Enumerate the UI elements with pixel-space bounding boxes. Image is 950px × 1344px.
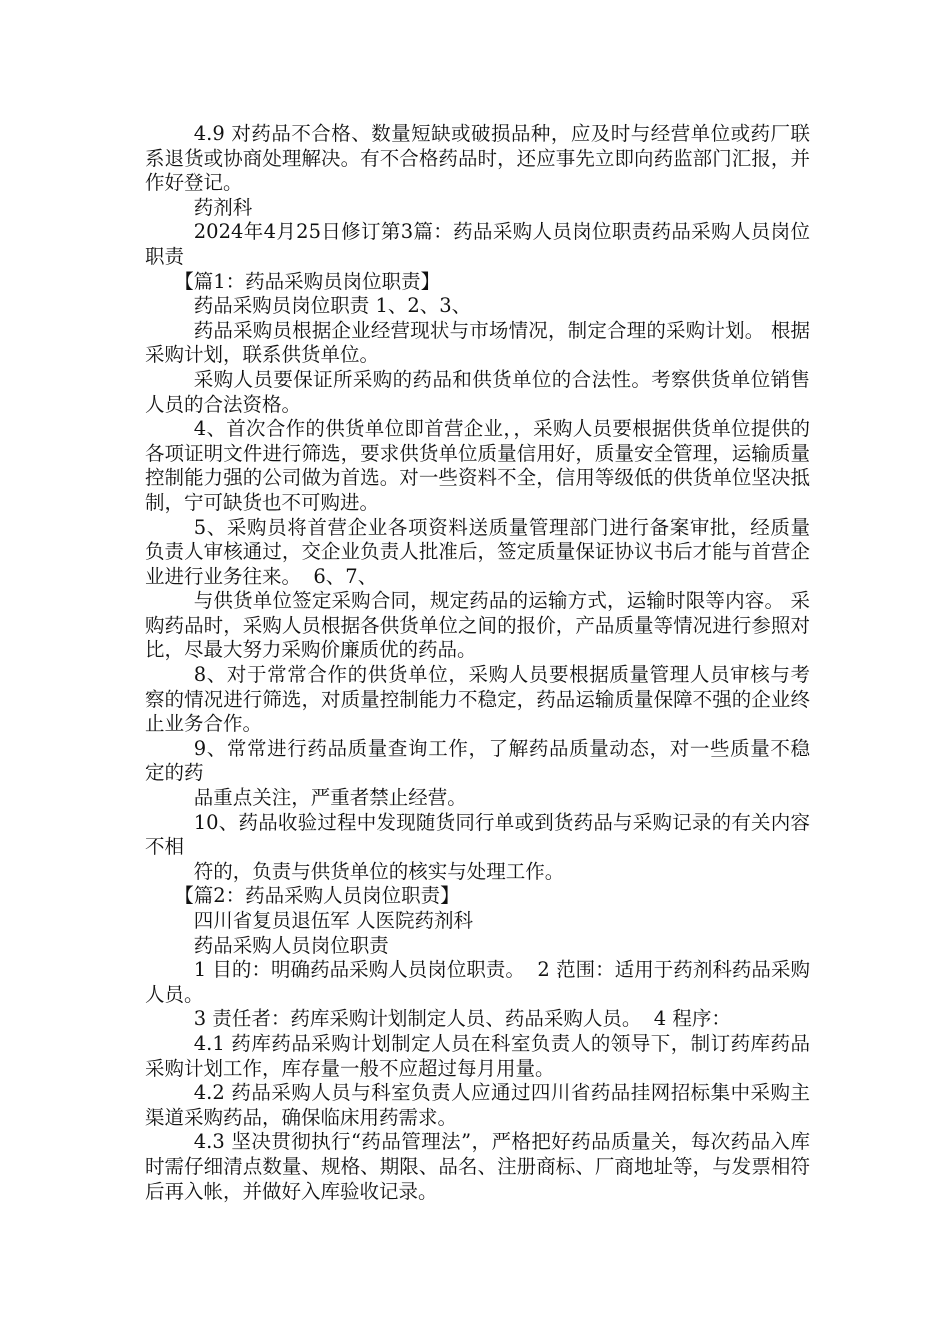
- paragraph: 4.9 对药品不合格、数量短缺或破损品种，应及时与经营单位或药厂联系退货或协商处理解决。有不合格药品时，还应事先立即向药监部门汇报，并作好登记。: [145, 122, 810, 195]
- paragraph: 药品采购员根据企业经营现状与市场情况，制定合理的采购计划。 根据采购计划，联系供货单位。: [145, 318, 810, 367]
- paragraph: 8、对于常常合作的供货单位，采购人员要根据质量管理人员审核与考察的情况进行筛选，对质量控制能力不稳定，药品运输质量保障不强的企业终止业务合作。: [145, 663, 810, 736]
- paragraph: 9、常常进行药品质量查询工作，了解药品质量动态，对一些质量不稳定的药: [145, 736, 810, 785]
- paragraph: 药剂科: [193, 195, 253, 219]
- paragraph: 10、药品收验过程中发现随货同行单或到货药品与采购记录的有关内容不相: [145, 810, 810, 859]
- paragraph: 药品采购员岗位职责 1、2、3、: [193, 294, 472, 318]
- paragraph: 品重点关注，严重者禁止经营。: [193, 786, 467, 810]
- paragraph: 4.3 坚决贯彻执行“药品管理法”，严格把好药品质量关，每次药品入库时需仔细清点数量、规格、期限、品名、注册商标、厂商地址等，与发票相符后再入帐，并做好入库验收记录。: [145, 1130, 810, 1203]
- paragraph: 与供货单位签定采购合同，规定药品的运输方式，运输时限等内容。 采购药品时，采购人员根据各供货单位之间的报价，产品质量等情况进行参照对比，尽最大努力采购价廉质优的药品。: [145, 589, 810, 662]
- section-heading: 【篇1：药品采购员岗位职责】: [174, 269, 441, 293]
- paragraph: 5、采购员将首营企业各项资料送质量管理部门进行备案审批，经质量负责人审核通过，交企业负责人批准后，签定质量保证协议书后才能与首营企业进行业务往来。 6、7、: [145, 515, 810, 588]
- paragraph: 4.2 药品采购人员与科室负责人应通过四川省药品挂网招标集中采购主渠道采购药品，确保临床用药需求。: [145, 1081, 810, 1129]
- paragraph: 4、首次合作的供货单位即首营企业，，采购人员要根据供货单位提供的各项证明文件进行筛选，要求供货单位质量信用好，质量安全管理，运输质量控制能力强的公司做为首选。对一些资料不全，信用等级低的供货单位坚决抵制，宁可缺货也不可购进。: [145, 417, 810, 514]
- paragraph: 四川省复员退伍军 人医院药剂科: [193, 909, 473, 932]
- paragraph: 4.1 药库药品采购计划制定人员在科室负责人的领导下，制订药库药品采购计划工作，库存量一般不应超过每月用量。: [145, 1031, 810, 1080]
- paragraph: 2024年4月25日修订第3篇：药品采购人员岗位职责药品采购人员岗位职责: [145, 220, 810, 268]
- section-heading: 【篇2：药品采购人员岗位职责】: [174, 884, 460, 908]
- paragraph: 1 目的：明确药品采购人员岗位职责。 2 范围：适用于药剂科药品采购人员。: [145, 958, 810, 1006]
- paragraph: 采购人员要保证所采购的药品和供货单位的合法性。考察供货单位销售人员的合法资格。: [145, 367, 810, 416]
- paragraph: 符的，负责与供货单位的核实与处理工作。: [193, 859, 565, 883]
- document-page: [145, 122, 810, 1204]
- paragraph: 3 责任者：药库采购计划制定人员、药品采购人员。 4 程序：: [193, 1007, 731, 1031]
- paragraph: 药品采购人员岗位职责: [193, 933, 389, 957]
